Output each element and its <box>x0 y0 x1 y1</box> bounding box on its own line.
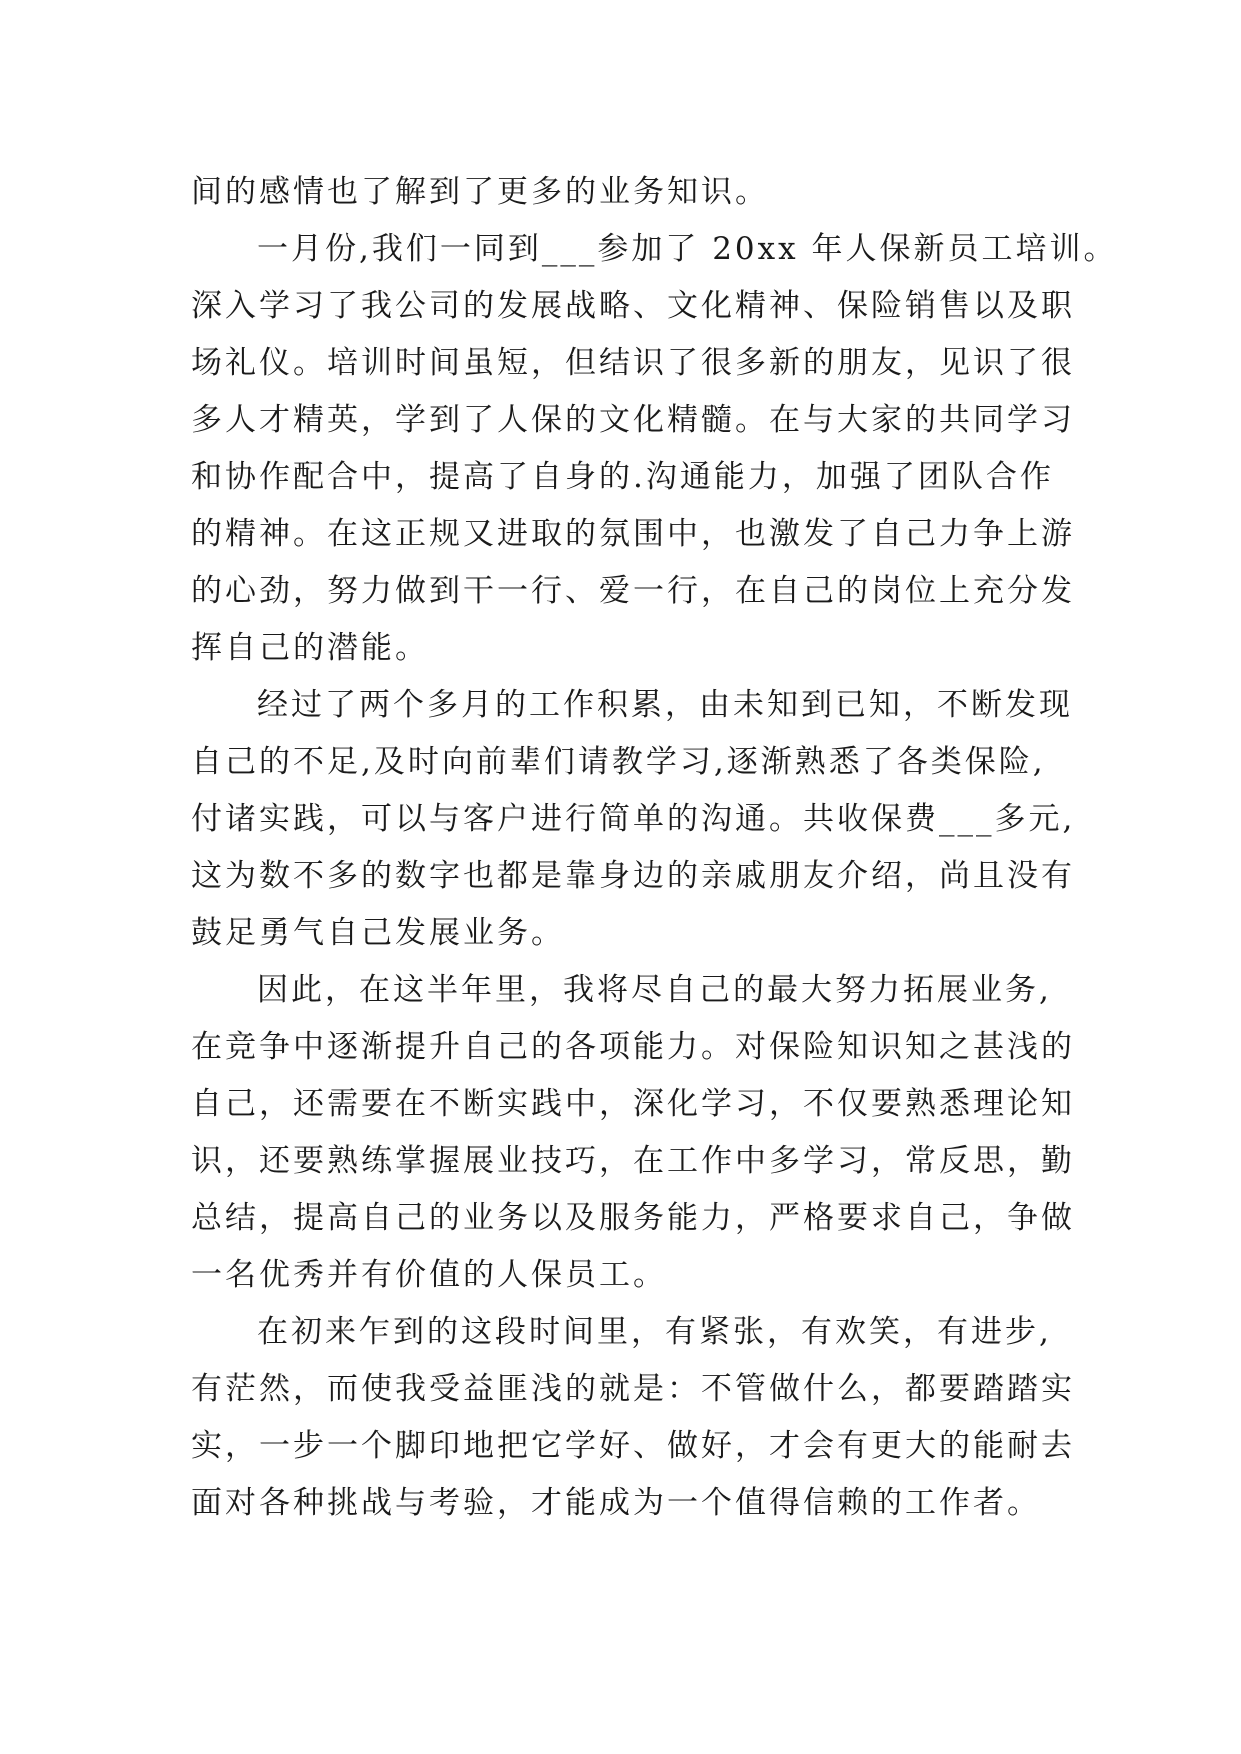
text-line: 有茫然，而使我受益匪浅的就是：不管做什么，都要踏踏实 <box>191 1371 1075 1407</box>
text-line: 深入学习了我公司的发展战略、文化精神、保险销售以及职 <box>191 288 1075 324</box>
text-line: 这为数不多的数字也都是靠身边的亲戚朋友介绍，尚且没有 <box>191 858 1075 894</box>
body-text <box>191 164 1118 1532</box>
text-line: 和协作配合中，提高了自身的.沟通能力，加强了团队合作 <box>191 459 1054 495</box>
text-line: 的心劲，努力做到干一行、爱一行，在自己的岗位上充分发 <box>191 573 1075 609</box>
text-line: 场礼仪。培训时间虽短，但结识了很多新的朋友，见识了很 <box>191 345 1075 381</box>
text-line: 的精神。在这正规又进取的氛围中，也激发了自己力争上游 <box>191 516 1075 552</box>
text-line: 面对各种挑战与考验，才能成为一个值得信赖的工作者。 <box>191 1485 1041 1521</box>
text-line: 付诸实践，可以与客户进行简单的沟通。共收保费___多元, <box>191 801 1076 837</box>
text-line: 一名优秀并有价值的人保员工。 <box>191 1257 667 1293</box>
paragraph-start-line: 在初来乍到的这段时间里，有紧张，有欢笑，有进步, <box>257 1314 1052 1350</box>
paragraph-start-line: 因此，在这半年里，我将尽自己的最大努力拓展业务, <box>257 972 1052 1008</box>
text-line: 多人才精英，学到了人保的文化精髓。在与大家的共同学习 <box>191 402 1075 438</box>
text-line: 自己的不足,及时向前辈们请教学习,逐渐熟悉了各类保险, <box>191 744 1046 780</box>
text-line: 识，还要熟练掌握展业技巧，在工作中多学习，常反思，勤 <box>191 1143 1075 1179</box>
text-line: 挥自己的潜能。 <box>191 630 429 666</box>
text-line: 自己，还需要在不断实践中，深化学习，不仅要熟悉理论知 <box>191 1086 1075 1122</box>
text-line: 间的感情也了解到了更多的业务知识。 <box>191 174 769 210</box>
paragraph-start-line: 一月份,我们一同到___参加了 20xx 年人保新员工培训。 <box>257 231 1118 267</box>
text-line: 总结，提高自己的业务以及服务能力，严格要求自己，争做 <box>191 1200 1075 1236</box>
text-line: 在竞争中逐渐提升自己的各项能力。对保险知识知之甚浅的 <box>191 1029 1075 1065</box>
text-line: 实，一步一个脚印地把它学好、做好，才会有更大的能耐去 <box>191 1428 1075 1464</box>
text-line: 鼓足勇气自己发展业务。 <box>191 915 565 951</box>
paragraph-start-line: 经过了两个多月的工作积累，由未知到已知，不断发现 <box>257 687 1073 723</box>
